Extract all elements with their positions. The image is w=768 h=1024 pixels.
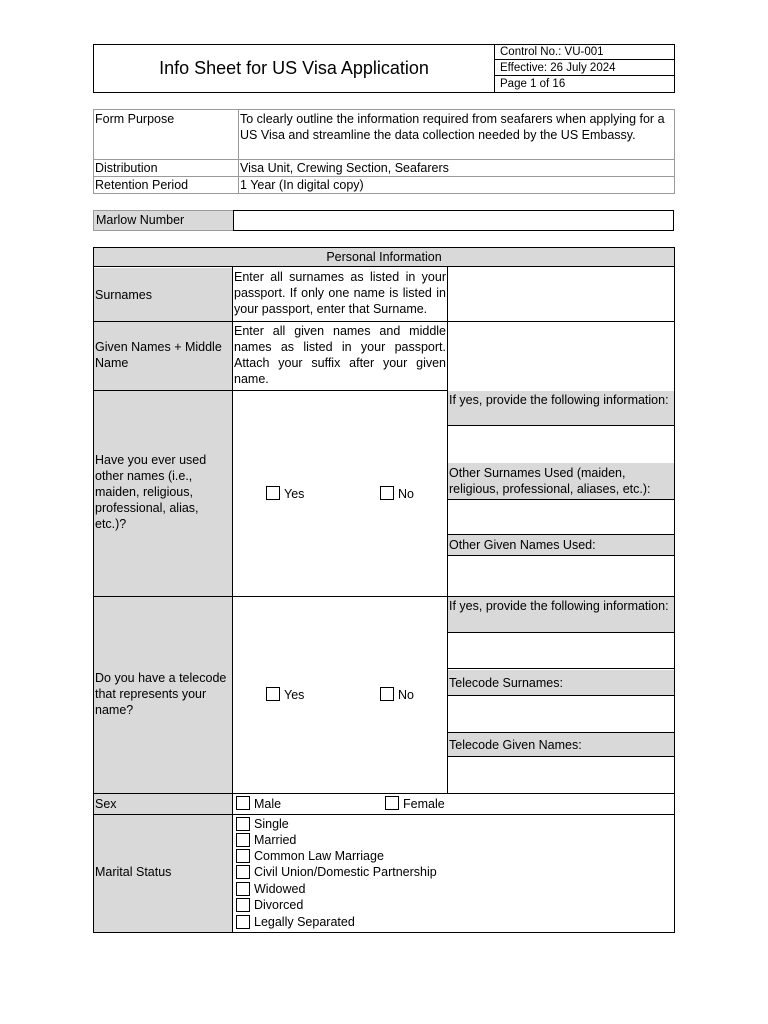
telecode-surnames-label: Telecode Surnames: (449, 676, 563, 690)
other-names-question: Have you ever used other names (i.e., maiden, religious, professional, alias, etc.)? (95, 453, 207, 531)
marital-option-label: Divorced (254, 898, 304, 912)
other-surnames-label: Other Surnames Used (maiden, religious, professional, aliases, etc.): (449, 466, 651, 496)
row-divider (93, 390, 448, 391)
marital-option-label: Single (254, 817, 289, 831)
other-given-input[interactable] (448, 557, 674, 596)
marital-option-label: Widowed (254, 882, 306, 896)
telecode-if-yes-text: If yes, provide the following information: (449, 599, 669, 613)
male-label: Male (254, 797, 282, 811)
other-names-no-checkbox[interactable] (380, 486, 394, 500)
other-given-label: Other Given Names Used: (449, 538, 596, 552)
telecode-no-checkbox[interactable] (380, 687, 394, 701)
marital-status-label: Marital Status (95, 865, 172, 879)
marital-option-label: Married (254, 833, 297, 847)
marital-option-label: Common Law Marriage (254, 849, 384, 863)
telecode-given-input[interactable] (448, 758, 674, 793)
form-purpose-value: To clearly outline the information required from seafarers when applying for a US Visa and streamline the data collection needed by the US Embassy. (240, 112, 665, 142)
surnames-hint: Enter all surnames as listed in your passport. If only one name is listed in your passport, enter that Surname. (234, 270, 446, 316)
sex-label: Sex (95, 797, 117, 811)
marital-civil-union-checkbox[interactable] (236, 865, 250, 879)
marlow-number-input[interactable] (233, 210, 674, 231)
telecode-yes-checkbox[interactable] (266, 687, 280, 701)
if-yes-text: If yes, provide the following information: (449, 393, 669, 407)
marital-option-label: Legally Separated (254, 915, 355, 929)
male-checkbox[interactable] (236, 796, 250, 810)
retention-label: Retention Period (95, 178, 189, 192)
other-names-yes-label: Yes (284, 487, 305, 501)
given-names-input[interactable] (448, 322, 674, 390)
marital-widowed-checkbox[interactable] (236, 882, 250, 896)
other-names-yes-checkbox[interactable] (266, 486, 280, 500)
surnames-input[interactable] (448, 268, 674, 321)
female-checkbox[interactable] (385, 796, 399, 810)
surnames-label: Surnames (95, 288, 152, 302)
telecode-surnames-input[interactable] (448, 697, 674, 733)
given-names-hint: Enter all given names and middle names as listed in your passport. Attach your suffix after your given name. (234, 324, 446, 386)
form-purpose-label: Form Purpose (95, 112, 175, 126)
other-names-info-input[interactable] (448, 427, 674, 463)
distribution-value: Visa Unit, Crewing Section, Seafarers (240, 161, 449, 175)
document-title: Info Sheet for US Visa Application (159, 58, 429, 78)
marital-common-law-checkbox[interactable] (236, 849, 250, 863)
meta-col-divider (238, 109, 239, 194)
control-number: Control No.: VU-001 (494, 44, 675, 60)
personal-section-title: Personal Information (326, 250, 442, 264)
effective-date: Effective: 26 July 2024 (494, 60, 675, 76)
given-names-label: Given Names + Middle Name (95, 340, 222, 370)
marital-married-checkbox[interactable] (236, 833, 250, 847)
telecode-question: Do you have a telecode that represents your name? (95, 671, 227, 717)
female-label: Female (403, 797, 445, 811)
marital-single-checkbox[interactable] (236, 817, 250, 831)
distribution-label: Distribution (95, 161, 158, 175)
telecode-yes-label: Yes (284, 688, 305, 702)
telecode-info-input[interactable] (448, 634, 674, 669)
telecode-no-label: No (398, 688, 414, 702)
other-names-no-label: No (398, 487, 414, 501)
telecode-given-label: Telecode Given Names: (449, 738, 582, 752)
col-divider (232, 267, 233, 933)
page-number: Page 1 of 16 (500, 78, 566, 90)
other-surnames-input[interactable] (448, 501, 674, 535)
marital-separated-checkbox[interactable] (236, 915, 250, 929)
marital-divorced-checkbox[interactable] (236, 898, 250, 912)
marlow-label: Marlow Number (96, 213, 185, 227)
retention-value: 1 Year (In digital copy) (240, 178, 364, 192)
row-divider (93, 814, 675, 815)
marital-option-label: Civil Union/Domestic Partnership (254, 865, 437, 879)
